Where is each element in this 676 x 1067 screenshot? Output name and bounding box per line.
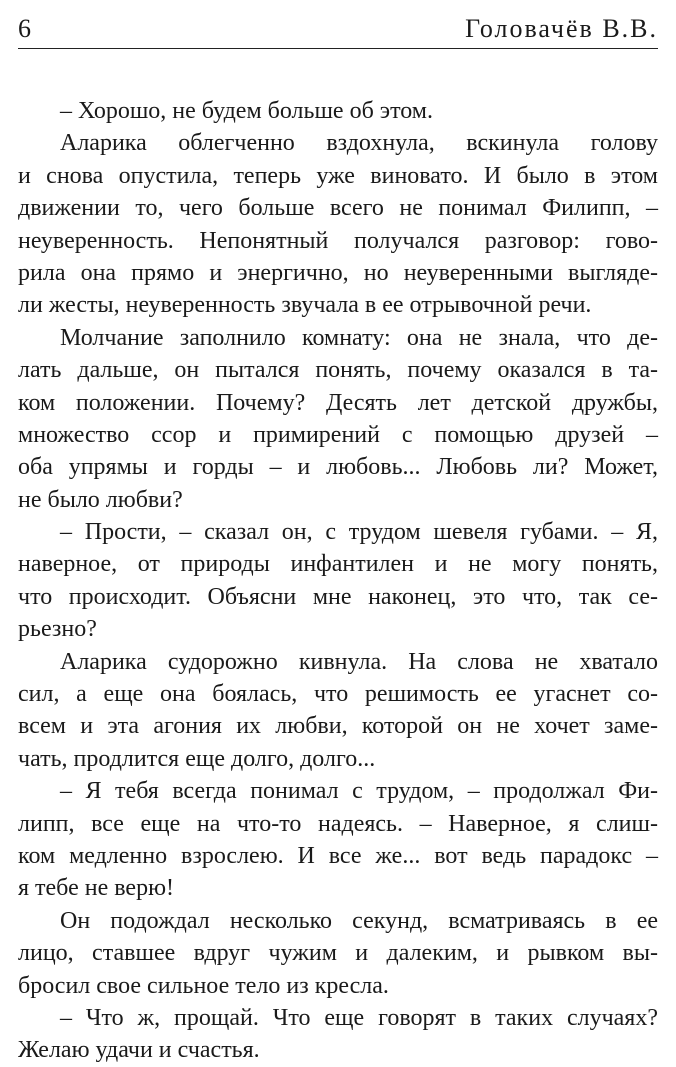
running-header-author: Головачёв В.В.	[465, 14, 658, 43]
text-line: наверное, от природы инфантилен и не могу понять,	[18, 551, 658, 578]
text-line: – Я тебя всегда понимал с трудом, – продолжал Фи-	[60, 778, 658, 805]
text-line: движении то, чего больше всего не понимал Филипп, –	[18, 195, 658, 222]
running-header	[18, 14, 658, 49]
text-line: не было любви?	[18, 486, 183, 513]
page-number: 6	[18, 14, 31, 43]
text-line: Молчание заполнило комнату: она не знала, что де-	[60, 324, 658, 351]
text-line: бросил свое сильное тело из кресла.	[18, 972, 389, 999]
text-line: чать, продлится еще долго, долго...	[18, 745, 376, 772]
text-line: Желаю удачи и счастья.	[18, 1037, 260, 1064]
text-line: что происходит. Объясни мне наконец, это что, так се-	[18, 583, 658, 610]
text-line: множество ссор и примирений с помощью друзей –	[18, 421, 658, 448]
text-line: рьезно?	[18, 616, 97, 643]
text-line: ком положении. Почему? Десять лет детской дружбы,	[18, 389, 658, 416]
text-line: Аларика судорожно кивнула. На слова не хватало	[60, 648, 658, 675]
text-line: лать дальше, он пытался понять, почему оказался в та-	[18, 357, 658, 384]
text-line: Он подождал несколько секунд, всматриваясь в ее	[60, 907, 658, 934]
text-line: Аларика облегченно вздохнула, вскинула голову	[60, 130, 658, 157]
text-line: липп, все еще на что-то надеясь. – Наверное, я слиш-	[18, 810, 658, 837]
text-line: я тебе не верю!	[18, 875, 174, 902]
text-line: ком медленно взрослею. И все же... вот ведь парадокс –	[18, 842, 658, 869]
text-line: – Хорошо, не будем больше об этом.	[60, 98, 433, 124]
text-line: оба упрямы и горды – и любовь... Любовь ли? Может,	[18, 454, 658, 481]
text-line: рила она прямо и энергично, но неуверенными выгляде-	[18, 259, 658, 286]
body-text	[18, 95, 658, 1067]
text-line: – Прости, – сказал он, с трудом шевеля губами. – Я,	[60, 519, 658, 546]
text-line: неуверенность. Непонятный получался разговор: гово-	[18, 227, 658, 254]
text-line: всем и эта агония их любви, которой он не хочет заме-	[18, 713, 658, 740]
text-line: лицо, ставшее вдруг чужим и далеким, и рывком вы-	[18, 940, 658, 967]
text-line: ли жесты, неуверенность звучала в ее отрывочной речи.	[18, 292, 592, 319]
text-line: и снова опустила, теперь уже виновато. И было в этом	[18, 162, 658, 189]
text-line: сил, а еще она боялась, что решимость ее угаснет со-	[18, 681, 658, 708]
text-line: – Что ж, прощай. Что еще говорят в таких случаях?	[60, 1004, 658, 1031]
